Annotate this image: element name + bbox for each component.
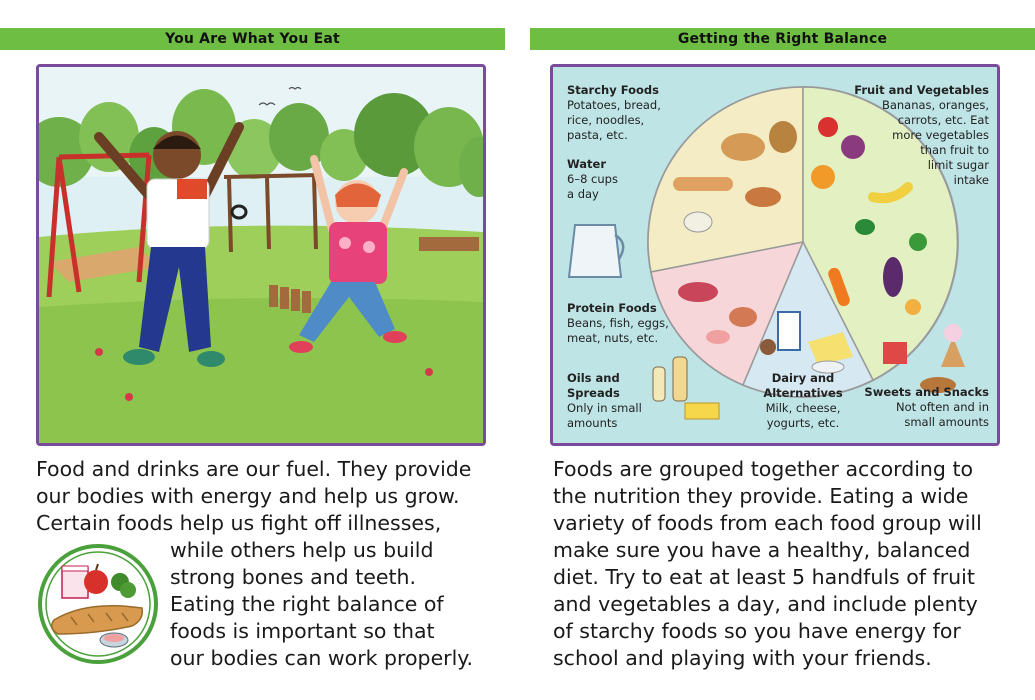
protein-desc-2: meat, nuts, etc. — [567, 331, 659, 345]
starchy-desc-2: rice, noodles, — [567, 113, 645, 127]
right-page-header — [530, 28, 1035, 50]
oils-title: Oils and Spreads — [567, 371, 620, 400]
left-line-5: strong bones and teeth. — [170, 565, 417, 589]
sweets-desc-1: Not often and in — [896, 400, 989, 414]
water-desc-2: a day — [567, 187, 599, 201]
right-body-paragraph — [553, 456, 1023, 672]
label-starchy-foods — [567, 83, 687, 143]
sweets-desc-2: small amounts — [904, 415, 989, 429]
right-line-5: diet. Try to eat at least 5 handfuls of fruit — [553, 565, 975, 589]
fruit-veg-desc-6: intake — [953, 173, 989, 187]
oils-desc-2: amounts — [567, 416, 618, 430]
label-water — [567, 157, 647, 202]
dairy-desc-2: yogurts, etc. — [766, 416, 840, 430]
fruit-veg-desc-5: limit sugar — [927, 158, 989, 172]
protein-desc-1: Beans, fish, eggs, — [567, 316, 669, 330]
left-line-6: Eating the right balance of — [170, 592, 444, 616]
protein-title: Protein Foods — [567, 301, 657, 315]
label-dairy-alternatives — [758, 371, 848, 431]
right-page-title: Getting the Right Balance — [677, 31, 888, 47]
park-scene — [39, 67, 483, 443]
right-line-8: school and playing with your friends. — [553, 646, 932, 670]
dairy-desc-1: Milk, cheese, — [765, 401, 841, 415]
left-line-3: Certain foods help us fight off illnesses, — [36, 511, 442, 535]
left-body-paragraph-top — [36, 456, 506, 537]
left-line-8: our bodies can work properly. — [170, 646, 474, 670]
left-line-7: foods is important so that — [170, 619, 435, 643]
food-circle-badge — [36, 542, 160, 666]
left-page-header — [0, 28, 505, 50]
label-protein-foods — [567, 301, 697, 346]
fruit-veg-desc-1: Bananas, oranges, — [881, 98, 989, 112]
left-line-4: while others help us build — [170, 538, 434, 562]
fruit-veg-desc-2: carrots, etc. Eat — [897, 113, 989, 127]
label-fruit-vegetables — [839, 83, 989, 188]
sweets-title: Sweets and Snacks — [864, 385, 989, 399]
right-line-3: variety of foods from each food group will — [553, 511, 982, 535]
food-plate-illustration — [550, 64, 1000, 446]
fruit-veg-title: Fruit and Vegetables — [854, 83, 989, 97]
label-sweets-snacks — [859, 385, 989, 430]
right-line-1: Foods are grouped together according to — [553, 457, 974, 481]
kids-jumping-illustration — [36, 64, 486, 446]
left-page-title: You Are What You Eat — [165, 31, 340, 47]
starchy-desc-1: Potatoes, bread, — [567, 98, 661, 112]
right-line-2: the nutrition they provide. Eating a wide — [553, 484, 969, 508]
water-title: Water — [567, 157, 607, 171]
food-badge-icon — [36, 542, 160, 666]
starchy-title: Starchy Foods — [567, 83, 659, 97]
dairy-title: Dairy and Alternatives — [763, 371, 843, 400]
left-line-2: our bodies with energy and help us grow. — [36, 484, 460, 508]
fruit-veg-desc-4: than fruit to — [920, 143, 989, 157]
starchy-desc-3: pasta, etc. — [567, 128, 628, 142]
label-oils-spreads — [567, 371, 667, 431]
right-line-6: and vegetables a day, and include plenty — [553, 592, 978, 616]
right-line-4: make sure you have a healthy, balanced — [553, 538, 971, 562]
left-body-paragraph-indented — [170, 537, 500, 672]
fruit-veg-desc-3: more vegetables — [892, 128, 989, 142]
left-line-1: Food and drinks are our fuel. They provide — [36, 457, 472, 481]
oils-desc-1: Only in small — [567, 401, 642, 415]
right-line-7: of starchy foods so you have energy for — [553, 619, 961, 643]
water-desc-1: 6–8 cups — [567, 172, 618, 186]
